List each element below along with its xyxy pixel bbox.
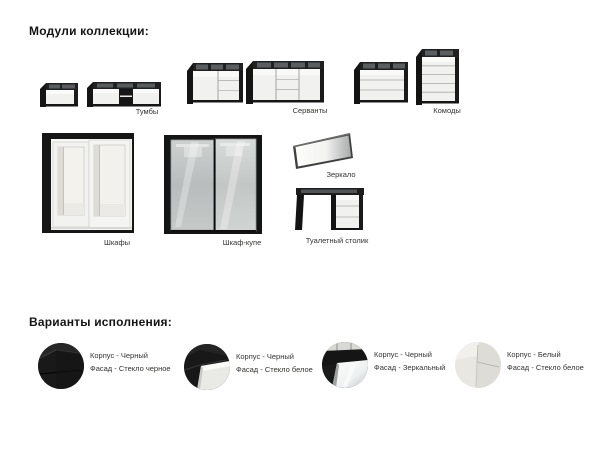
dressing-table-image	[294, 188, 364, 232]
komod-tall-image	[416, 49, 459, 105]
variant-line-facade: Фасад - Зеркальный	[374, 363, 446, 372]
tumba-small-image	[40, 83, 78, 107]
variant-line-facade: Фасад - Стекло белое	[236, 365, 313, 374]
variant-line-facade: Фасад - Стекло черное	[90, 364, 171, 373]
wardrobe-image	[42, 133, 134, 236]
tv-stand-svg	[87, 82, 161, 107]
sliding-wardrobe-svg	[164, 135, 262, 236]
sliding-wardrobe-image	[164, 135, 262, 236]
variant-text	[84, 343, 171, 375]
servant-small-image	[187, 63, 243, 104]
variant-black-mirror	[322, 342, 445, 388]
module-label-komody: Комоды	[433, 106, 461, 115]
tv-stand-image	[87, 82, 161, 107]
swatch-black-white-glass	[184, 344, 230, 390]
variant-line-body: Корпус - Черный	[236, 352, 294, 361]
swatch-black-black-glass	[38, 343, 84, 389]
swatch-white-white-glass	[455, 342, 501, 388]
variant-line-body: Корпус - Белый	[507, 350, 561, 359]
komod-tall-svg	[416, 49, 459, 105]
variants-heading: Варианты исполнения:	[29, 315, 172, 329]
servant-large-image	[246, 61, 324, 104]
variant-white-white-glass	[455, 342, 584, 388]
variant-black-white-glass	[184, 344, 313, 390]
module-label-zerkalo: Зеркало	[326, 170, 356, 179]
module-label-servanty: Серванты	[292, 106, 328, 115]
module-label-tumby: Тумбы	[135, 107, 159, 116]
komod-wide-svg	[354, 62, 408, 104]
variant-line-body: Корпус - Черный	[90, 351, 148, 360]
mirror-image	[292, 132, 356, 170]
komod-wide-image	[354, 62, 408, 104]
variant-text	[230, 344, 313, 376]
modules-heading: Модули коллекции:	[29, 24, 149, 38]
variant-text	[368, 342, 445, 374]
mirror-svg	[292, 132, 356, 170]
swatch-black-mirror	[322, 342, 368, 388]
tumba-small-svg	[40, 83, 78, 107]
wardrobe-svg	[42, 133, 134, 236]
variant-line-body: Корпус - Черный	[374, 350, 432, 359]
variant-text	[501, 342, 584, 374]
servant-small-svg	[187, 63, 243, 104]
module-label-shkafy: Шкафы	[103, 238, 131, 247]
module-label-shkaf-kupe: Шкаф-купе	[222, 238, 262, 247]
servant-large-svg	[246, 61, 324, 104]
dressing-table-svg	[294, 188, 364, 232]
module-label-tualetnyy-stolik: Туалетный столик	[305, 236, 369, 245]
variant-black-black-glass	[38, 343, 171, 389]
variant-line-facade: Фасад - Стекло белое	[507, 363, 584, 372]
